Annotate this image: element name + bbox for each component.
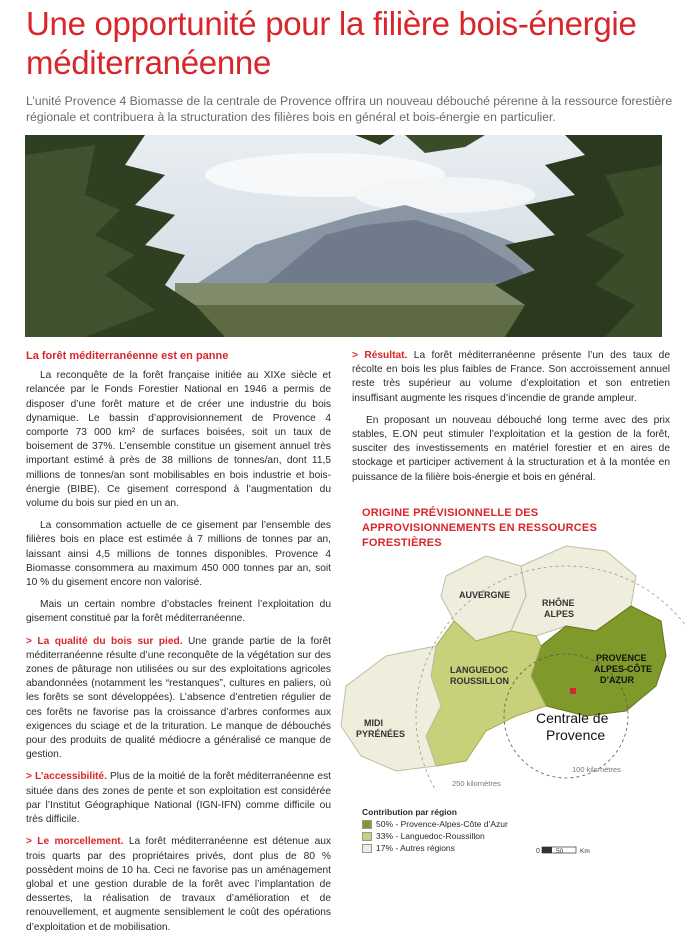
paragraph: La consommation actuelle de ce gisement par l’ensemble des filières bois en place est estimée à 7 millions de tonnes par an, laissant ainsi 4,5 millions de tonnes disponibles. Provence 4 Biomasse consommera au maximum 450 000 tonnes par an, soit 10 % du gisement encore non valorisé. — [26, 520, 331, 589]
scale-value: 50 — [556, 848, 564, 855]
scale-unit: Km — [580, 848, 590, 855]
paragraph-accessibility — [26, 770, 331, 827]
paragraph-body: Une grande partie de la forêt méditerranéenne résulte d’une reconquête de la végétation sur des zones de pâturage non utilisées ou sur des exploitations agricoles abandonnées (notamment les “restanques”, cultures en paliers, où les forêts se sont développées). L’absence d’entretien régulier de ces forêts ne favorise pas la croissance d’arbres conformes aux exigences du sciage et de la trituration. Le manque de débouchés pour des produits de qualité médiocre a généralisé ce manque de gestion. — [26, 635, 331, 761]
paragraph-result — [352, 349, 670, 406]
supply-map — [336, 536, 686, 791]
legend-item — [362, 830, 682, 842]
paragraph-lead: > La qualité du bois sur pied. — [26, 635, 183, 647]
legend-swatch — [362, 844, 372, 853]
label-azur: D’AZUR — [600, 675, 634, 685]
legend-title: Contribution par région — [362, 807, 457, 817]
paragraph-lead: > Résultat. — [352, 350, 408, 361]
paragraph: La reconquête de la forêt française initiée au XIXe siècle et relancée par le Fonds Forestier National en 1946 a permis de disposer d’une forêt mature et de créer une industrie du bois dynamique. Le bassin d’approvisionnement de Provence 4 comporte 73 000 km² de surfaces boisées, soit un taux de boisement de 37%. L’ensemble constitue un gisement annuel très important estimé à près de 38 millions de tonnes/an, dont 11,5 millions de tonnes/an sont mobilisables en bois industrie et bois-énergie (BIBE). Ce gisement correspond à l’augmentation du volume du bois sur pied en un an. — [26, 370, 331, 510]
map-legend — [362, 806, 682, 854]
paragraph-lead: > L’accessibilité. — [26, 771, 107, 783]
label-midi: MIDI — [364, 718, 383, 728]
landscape-photo — [25, 135, 662, 337]
label-roussillon: ROUSSILLON — [450, 676, 510, 686]
right-column — [352, 349, 670, 493]
paragraph-fragmentation — [26, 835, 331, 934]
label-pyrenees: PYRÉNÉES — [356, 729, 406, 739]
label-rhone: RHÔNE — [542, 598, 575, 608]
label-auvergne: AUVERGNE — [459, 590, 511, 600]
legend-label: 50% - Provence-Alpes-Côte d’Azur — [376, 819, 508, 829]
label-alpes: ALPES — [544, 609, 575, 619]
region-languedoc-roussillon — [426, 621, 546, 766]
legend-label: 33% - Languedoc-Roussillon — [376, 831, 485, 841]
map-title: ORIGINE PRÉVISIONNELLE DES APPROVISIONNEMENTS EN RESSOURCES FORESTIÈRES — [362, 507, 597, 549]
paragraph-body: La forêt méditerranéenne présente l’un des taux de récolte en bois les plus faibles de France. Son accroissement annuel reste très supérieur au volume d’exploitation et son entretien insuffisant augmente les risques d’incendie de grande ampleur. — [352, 350, 670, 404]
legend-item — [362, 842, 682, 854]
region-midi-pyrenees — [341, 646, 441, 771]
page-title: Une opportunité pour la filière bois-énergie méditerranéenne — [26, 5, 637, 81]
legend-swatch — [362, 820, 372, 829]
label-alpes-cote: ALPES-CÔTE — [594, 664, 653, 674]
paragraph-body: Plus de la moitié de la forêt méditerranéenne est située dans des zones de pente et son exploitation est considérée par l’Institut Géographique National (IGN-IFN) comme difficile ou très difficile. — [26, 771, 331, 826]
label-provence-plant: Provence — [546, 727, 606, 743]
paragraph-lead: > Le morcellement. — [26, 836, 124, 848]
legend-swatch — [362, 832, 372, 841]
legend-label: 17% - Autres régions — [376, 843, 455, 853]
legend-item — [362, 818, 682, 830]
paragraph-body: La forêt méditerranéenne est détenue aux trois quarts par des propriétaires privés, dont plus de 80 % possèdent moins de 10 ha. Ceci ne favorise pas un aménagement global et une gestion durable de la forêt avec l’implantation de dessertes, la réalisation de travaux d’amélioration et de renouvellement, et augmente sensiblement le coût des opérations d’exploitation et de mobilisation. — [26, 836, 331, 933]
paragraph: Mais un certain nombre d’obstacles freinent l’exploitation du gisement constitué par la forêt méditerranéenne. — [26, 599, 331, 625]
paragraph: En proposant un nouveau débouché long terme avec des prix stables, E.ON peut stimuler l’exploitation et la gestion de la forêt, susciter des investissements en matériel forestier et en aires de stockage et participer activement à la structuration et à la montée en puissance de la filière bois-énergie et bois en général. — [352, 414, 670, 483]
label-languedoc: LANGUEDOC — [450, 665, 508, 675]
section-heading: La forêt méditerranéenne est en panne — [26, 350, 229, 362]
intro-paragraph: L’unité Provence 4 Biomasse de la centrale de Provence offrira un nouveau débouché pérenne à la ressource forestière régionale et contribuera à la structuration des filières bois en général et bois-énergie en particulier. — [26, 94, 673, 124]
label-provence: PROVENCE — [596, 653, 647, 663]
scale-zero: 0 — [536, 848, 540, 855]
label-radius-100: 100 kilomètres — [572, 765, 621, 774]
paragraph-quality — [26, 635, 331, 763]
left-column — [26, 349, 331, 943]
map-scale-bar — [536, 846, 596, 854]
label-centrale: Centrale de — [536, 710, 609, 726]
centrale-marker — [570, 688, 576, 694]
label-radius-250: 250 kilomètres — [452, 779, 501, 788]
